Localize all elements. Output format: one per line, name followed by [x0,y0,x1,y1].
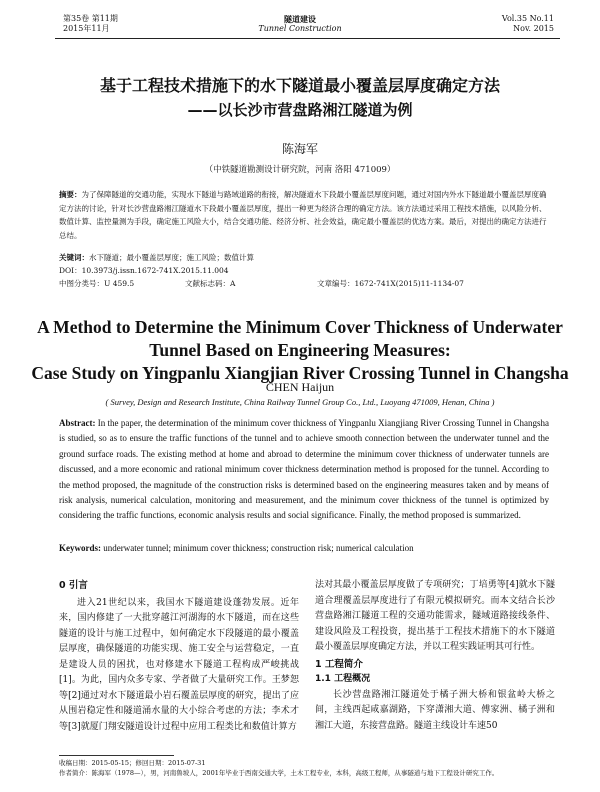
section-0-heading: 0 引言 [59,580,88,591]
keywords-cn [59,252,549,264]
keywords-en-text: underwater tunnel; minimum cover thickness; construction risk; numerical calculation [103,543,414,553]
section-0-paragraph: 进入21世纪以来，我国水下隧道建设蓬勃发展。近年来，国内修建了一大批穿越江河湖海的水下隧道，而在这些隧道的设计与施工过程中，如何确定水下段隧道的最小覆盖层厚度，确保隧道的功能实现、施工安全与运营稳定，一直是建设人员的困扰，也对修建水下隧道工程构成严峻挑战[1]。为此，国内众多专家、学者做了大量研究工作。王梦恕等[2]通过对水下隧道最小岩石覆盖层厚度的研究，提出了应从围岩稳定性和隧道涌水量的大小综合考虑的方法；李术才等[3]就厦门翔安隧道设计过程中应用工程类比和数值计算方 [59,597,299,732]
footnote-received: 收稿日期：2015-05-15；修回日期：2015-07-31 [59,759,206,767]
abstract-en-label: Abstract: [59,418,96,428]
affiliation-cn: （中铁隧道勘测设计研究院，河南 洛阳 471009） [204,165,396,175]
header-volume-en: Vol.35 No.11 [501,14,554,23]
section-1-heading: 1 工程简介 [315,658,363,670]
header-journal-cn: 隧道建设 [284,14,316,24]
author-en: CHEN Haijun [265,380,335,394]
doc-code: 文献标志码：A [185,279,236,288]
title-en-line3: Case Study on Yingpanlu Xiangjian River Crossing Tunnel in Changsha [31,363,569,383]
abstract-cn-label: 摘要： [59,190,82,199]
right-paragraph-1: 法对其最小覆盖层厚度做了专项研究；丁培勇等[4]就水下隧道合理覆盖层厚度进行了有限元模拟研究。而本文结合长沙营盘路湘江隧道工程的交通功能需求，隧域道路接线条件、建设风险及工程投资，提出基于工程技术措施下的水下隧道最小覆盖层厚度确定方法，并以工程实践证明其可行性。 [315,580,555,652]
clc-number: 中图分类号：U 459.5 [59,279,135,288]
keywords-en [59,542,549,554]
header-journal-en: Tunnel Construction [258,24,342,33]
abstract-en [59,416,549,524]
classification-row [59,278,549,290]
abstract-cn-text: 为了保障隧道的交通功能，实现水下隧道与路域道路的衔接，解决隧道水下段最小覆盖层厚度问题，通过对国内外水下隧道最小覆盖层厚度确定方法的讨论，针对长沙营盘路湘江隧道水下段最小覆盖层厚度，提出一种更为经济合理的确定方法。该方法通过采用工程技术措施，以风险分析、数值计算、监控量测为手段，确定施工风险大小，结合交通功能、经济分析、社会效益，确定最小覆盖层的优选方案。最后，对提出的确定方法进行总结。 [59,190,547,240]
title-cn: 基于工程技术措施下的水下隧道最小覆盖层厚度确定方法 [99,76,500,95]
header-volume-en-block [502,14,554,34]
keywords-cn-text: 水下隧道；最小覆盖层厚度；施工风险；数值计算 [89,253,254,262]
title-en-line2: Tunnel Based on Engineering Measures: [149,340,451,360]
right-paragraph-2: 长沙营盘路湘江隧道处于橘子洲大桥和银盆岭大桥之间，主线西起咸嘉湖路，下穿潇湘大道、傅家洲、橘子洲和湘江大道，东接营盘路。隧道主线设计车速50 [315,689,555,731]
article-number: 文章编号：1672-741X(2015)11-1134-07 [317,279,464,288]
doi: DOI：10.3973/j.issn.1672-741X.2015.11.004 [59,266,229,275]
subtitle-cn: ——以长沙市营盘路湘江隧道为例 [187,101,413,119]
header-date-cn: 2015年11月 [63,24,110,33]
abstract-en-text: In the paper, the determination of the minimum cover thickness of Yingpanlu Xiangjiang River Crossing Tunnel in Changsha is studied, so as to ensure the traffic functions of the tunnel and to achieve smooth connection between the underwater tunnel and the ground surface roads. The existing method at home and abroad to determine the minimum cover thickness of underwater tunnels are discussed, and a more economic and rational minimum cover thickness determination method is proposed for the tunnel. According to the method proposed, the magnitude of the construction risks is determined based on the engineering measures taken and by means of risk analysis, numerical calculation, monitoring and measurement, and the minimum cover thickness of the tunnel is optimized by considering the traffic functions, economic analysis results and social significance. Finally, the method proposed is summarized. [59,418,550,521]
keywords-en-label: Keywords: [59,543,101,553]
title-en-line1: A Method to Determine the Minimum Cover Thickness of Underwater [37,317,563,337]
body-left-column [59,578,299,735]
body-right-column [315,578,555,734]
footnote-author-bio: 作者简介：陈海军（1978—），男，河南鲁坡人，2001年毕业于西南交通大学，土木工程专业，本科，高级工程师，从事隧道与地下工程设计研究工作。 [59,769,499,777]
header-volume-cn: 第35卷 第11期 [63,14,118,23]
header-date-en: Nov. 2015 [513,24,554,33]
keywords-cn-label: 关键词： [59,253,89,262]
footnote-rule [59,755,174,756]
abstract-cn [59,188,549,242]
header-rule [55,38,560,39]
author-cn: 陈海军 [281,142,318,156]
affiliation-en: ( Survey, Design and Research Institute, China Railway Tunnel Group Co., Ltd., Luoyang 471009, Henan, China ) [105,397,495,407]
title-en [30,316,570,385]
section-1-1-heading: 1.1 工程概况 [315,674,371,684]
